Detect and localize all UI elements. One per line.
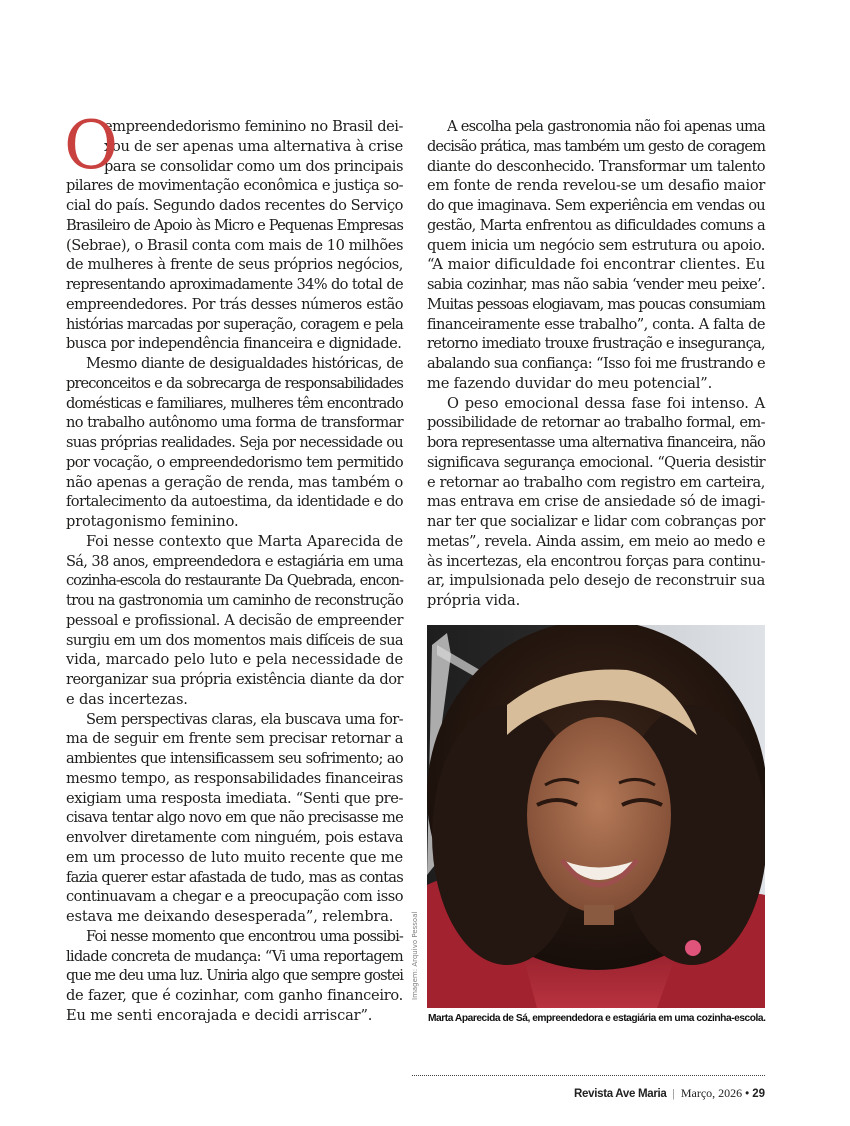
text-line: ar, impulsionada pelo desejo de reconstruir sua xyxy=(427,572,765,590)
footer-separator: | xyxy=(672,1088,675,1100)
text-line: histórias marcadas por superação, coragem e pela xyxy=(66,315,403,333)
text-line: Eu me senti encorajada e decidi arriscar”. xyxy=(66,1006,373,1024)
text-line: preconceitos e da sobrecarga de responsabilidades xyxy=(66,374,403,392)
text-line: continuavam a chegar e a preocupação com isso xyxy=(66,888,403,906)
page-footer xyxy=(574,1086,765,1101)
text-line: gestão, Marta enfrentou as dificuldades comuns a xyxy=(427,216,765,234)
text-line: ambientes que intensificassem seu sofrimento; ao xyxy=(66,750,403,767)
left-column-text xyxy=(64,107,403,1026)
text-line: A escolha pela gastronomia não foi apenas uma xyxy=(447,118,765,135)
text-line: mesmo tempo, as responsabilidades financeiras xyxy=(66,769,403,787)
text-line: às incertezas, ela encontrou forças para continu- xyxy=(427,552,765,570)
text-line: Foi nesse contexto que Marta Aparecida de xyxy=(86,532,403,550)
text-line: para se consolidar como um dos principais xyxy=(104,157,403,175)
text-line: retorno imediato trouxe frustração e insegurança, xyxy=(427,335,765,353)
text-line: Muitas pessoas elogiavam, mas poucas consumiam xyxy=(427,295,765,313)
text-line: domésticas e familiares, mulheres têm encontrado xyxy=(66,394,403,412)
text-line: suas próprias realidades. Seja por necessidade ou xyxy=(66,434,403,451)
text-line: ma de seguir em frente sem precisar retornar a xyxy=(66,730,403,748)
text-line: surgiu em um dos momentos mais difíceis de sua xyxy=(66,631,403,649)
text-line: sabia cozinhar, mas não sabia ‘vender meu peixe’. xyxy=(427,276,765,293)
text-line: vida, marcado pelo luto e pela necessidade de xyxy=(66,651,403,669)
page-number: 29 xyxy=(752,1088,765,1100)
text-line: e retornar ao trabalho com registro em carteira, xyxy=(427,473,765,491)
text-line: metas”, revela. Ainda assim, em meio ao medo e xyxy=(427,532,765,550)
text-line: lidade concreta de mudança: “Vi uma reportagem xyxy=(66,947,403,965)
text-line: do que imaginava. Sem experiência em vendas ou xyxy=(427,197,765,214)
text-line: mas entrava em crise de ansiedade só de imagi- xyxy=(427,493,765,511)
text-line: trou na gastronomia um caminho de reconstrução xyxy=(66,592,403,609)
text-line: pilares de movimentação econômica e justiça so- xyxy=(66,177,403,195)
text-line: abalando sua confiança: “Isso foi me frustrando e xyxy=(427,355,765,372)
text-line: de fazer, que é cozinhar, com ganho financeiro. xyxy=(66,987,403,1004)
text-line: bora representasse uma alternativa financeira, não xyxy=(427,434,765,451)
text-line: cozinha-escola do restaurante Da Quebrada, encon- xyxy=(66,572,403,590)
portrait-illustration xyxy=(427,625,765,1008)
text-line: Sem perspectivas claras, ela buscava uma for- xyxy=(86,710,403,728)
text-line: cisava tentar algo novo em que não precisasse me xyxy=(66,809,403,827)
text-line: quem inicia um negócio sem estrutura ou apoio. xyxy=(427,236,765,254)
text-line: financeiramente esse trabalho”, conta. A falta de xyxy=(427,315,765,333)
text-line: (Sebrae), o Brasil conta com mais de 10 milhões xyxy=(66,236,403,254)
article-column-left xyxy=(64,107,403,1026)
text-line: significava segurança emocional. “Queria desistir xyxy=(427,453,765,471)
portrait-photo xyxy=(427,625,765,1008)
text-line: representando aproximadamente 34% do total de xyxy=(66,276,403,293)
text-line: por vocação, o empreendedorismo tem permitido xyxy=(66,453,403,471)
text-line: estava me deixando desesperada”, relembra. xyxy=(66,908,394,925)
text-line: em fonte de renda revelou-se um desafio maior xyxy=(427,177,765,195)
text-line: empreendedorismo feminino no Brasil dei- xyxy=(104,118,403,135)
text-line: xou de ser apenas uma alternativa à crise xyxy=(104,137,403,155)
footer-bullet: • xyxy=(745,1088,750,1100)
text-line: fortalecimento da autoestima, da identidade e do xyxy=(66,493,403,511)
text-line: não apenas a geração de renda, mas também o xyxy=(66,473,403,491)
text-line: Brasileiro de Apoio às Micro e Pequenas Empresas xyxy=(66,216,403,234)
right-column-text xyxy=(427,117,765,611)
text-line: de mulheres à frente de seus próprios negócios, xyxy=(66,256,403,274)
footer-divider xyxy=(412,1075,765,1076)
text-line: reorganizar sua própria existência diante da dor xyxy=(66,671,403,688)
magazine-name: Revista Ave Maria xyxy=(574,1088,667,1100)
text-line: Sá, 38 anos, empreendedora e estagiária em uma xyxy=(66,552,403,570)
text-line: e das incertezas. xyxy=(66,690,188,708)
text-line: O peso emocional dessa fase foi intenso. A xyxy=(447,394,765,412)
text-line: “A maior dificuldade foi encontrar clientes. Eu xyxy=(427,256,765,274)
text-line: que me deu uma luz. Uniria algo que sempre gostei xyxy=(66,967,403,985)
text-line: empreendedores. Por trás desses números estão xyxy=(66,295,403,313)
drop-cap: O xyxy=(64,107,118,184)
text-line: fazia querer estar afastada de tudo, mas as contas xyxy=(66,868,403,886)
text-line: em um processo de luto muito recente que me xyxy=(66,848,403,866)
text-line: Foi nesse momento que encontrou uma possibi- xyxy=(86,927,403,945)
text-line: Mesmo diante de desigualdades históricas, de xyxy=(86,355,403,372)
article-column-right xyxy=(427,117,765,611)
photo-caption: Marta Aparecida de Sá, empreendedora e estagiária em uma cozinha-escola. xyxy=(428,1013,766,1024)
text-line: pessoal e profissional. A decisão de empreender xyxy=(66,611,403,629)
text-line: no trabalho autônomo uma forma de transformar xyxy=(66,414,403,432)
text-line: exigiam uma resposta imediata. “Senti que pre- xyxy=(66,789,403,807)
text-line: busca por independência financeira e dignidade. xyxy=(66,335,402,353)
text-line: envolver diretamente com ninguém, pois estava xyxy=(66,829,403,846)
issue-date: Março, 2026 xyxy=(680,1086,743,1100)
text-line: diante do desconhecido. Transformar um talento xyxy=(427,157,765,175)
text-line: decisão prática, mas também um gesto de coragem xyxy=(427,137,765,155)
text-line: protagonismo feminino. xyxy=(66,513,239,530)
text-line: própria vida. xyxy=(427,592,521,609)
text-line: me fazendo duvidar do meu potencial”. xyxy=(427,374,713,392)
text-line: cial do país. Segundo dados recentes do Serviço xyxy=(66,197,403,214)
text-line: nar ter que socializar e lidar com cobranças por xyxy=(427,513,765,530)
text-line: possibilidade de retornar ao trabalho formal, em- xyxy=(427,414,765,432)
photo-credit: Imagem: Arquivo Pessoal xyxy=(411,911,419,1000)
